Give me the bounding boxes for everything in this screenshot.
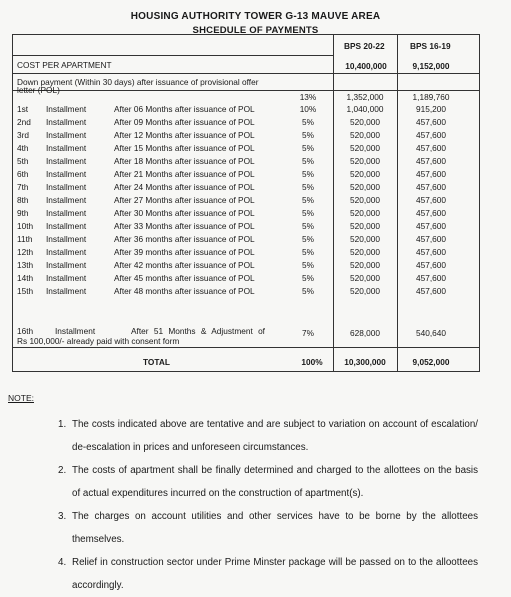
installment-row	[13, 233, 479, 246]
installment-desc: After 36 months after issuance of POL	[114, 234, 255, 244]
last-installment-no: 16th	[17, 326, 34, 336]
installment-col-a: 520,000	[350, 208, 380, 218]
installment-row	[13, 220, 479, 233]
note-item: 2. The costs of apartment shall be finally determined and charged to the allottees on the basis of actual expenditures incurred on the construction of apartment(s).	[58, 465, 478, 499]
installment-row	[13, 116, 479, 129]
cost-label: COST PER APARTMENT	[17, 60, 112, 70]
installment-desc: After 12 Months after issuance of POL	[114, 130, 255, 140]
installment-desc: After 39 months after issuance of POL	[114, 247, 255, 257]
last-installment-note: Rs 100,000/- already paid with consent form	[17, 336, 180, 346]
last-installment-label: Installment	[55, 326, 96, 336]
last-installment-col-a: 628,000	[350, 328, 380, 338]
installment-row	[13, 259, 479, 272]
installment-desc: After 30 Months after issuance of POL	[114, 208, 255, 218]
installment-col-a: 520,000	[350, 221, 380, 231]
installment-col-b: 457,600	[416, 234, 446, 244]
installment-no: 9th	[17, 208, 29, 218]
installment-pct: 5%	[302, 182, 314, 192]
installment-row	[13, 181, 479, 194]
note-label: NOTE:	[8, 393, 34, 403]
note-item: 4. Relief in construction sector under Prime Minster package will be passed on to the alloottees accordingly.	[58, 557, 478, 591]
installment-pct: 5%	[302, 234, 314, 244]
installment-desc: After 45 months after issuance of POL	[114, 273, 255, 283]
installment-desc: After 15 Months after issuance of POL	[114, 143, 255, 153]
installment-row	[13, 285, 479, 298]
installment-pct: 5%	[302, 195, 314, 205]
installment-col-a: 520,000	[350, 130, 380, 140]
down-payment-pct: 13%	[299, 92, 317, 102]
installment-pct: 5%	[302, 130, 314, 140]
installment-col-a: 520,000	[350, 143, 380, 153]
installment-pct: 5%	[302, 247, 314, 257]
installment-col-b: 457,600	[416, 156, 446, 166]
installment-col-b: 457,600	[416, 117, 446, 127]
total-col-a: 10,300,000	[344, 357, 386, 367]
last-installment-pct: 7%	[302, 328, 314, 338]
installment-col-b: 457,600	[416, 260, 446, 270]
installment-label: Installment	[46, 156, 87, 166]
installment-label: Installment	[46, 260, 87, 270]
installment-pct: 5%	[302, 169, 314, 179]
installment-pct: 5%	[302, 286, 314, 296]
installment-label: Installment	[46, 130, 87, 140]
installment-no: 12th	[17, 247, 34, 257]
installment-no: 4th	[17, 143, 29, 153]
installment-label: Installment	[46, 221, 87, 231]
installment-label: Installment	[46, 286, 87, 296]
installment-no: 7th	[17, 182, 29, 192]
document-title: HOUSING AUTHORITY TOWER G-13 MAUVE AREA	[130, 11, 381, 22]
installment-col-a: 520,000	[350, 169, 380, 179]
installment-col-b: 457,600	[416, 273, 446, 283]
last-installment-col-b: 540,640	[416, 328, 446, 338]
installment-no: 8th	[17, 195, 29, 205]
installment-label: Installment	[46, 169, 87, 179]
installment-col-b: 457,600	[416, 182, 446, 192]
installment-row	[13, 194, 479, 207]
installment-no: 1st	[17, 104, 29, 114]
installment-rows	[13, 103, 479, 298]
down-payment-col-a: 1,352,000	[346, 92, 384, 102]
installment-pct: 5%	[302, 260, 314, 270]
installment-desc: After 33 Months after issuance of POL	[114, 221, 255, 231]
installment-pct: 5%	[302, 117, 314, 127]
installment-row	[13, 103, 479, 116]
installment-no: 11th	[17, 234, 33, 244]
installment-pct: 5%	[302, 143, 314, 153]
notes-list	[58, 413, 478, 597]
total-label: TOTAL	[143, 357, 170, 367]
col-b-header: BPS 16-19	[410, 41, 451, 51]
installment-label: Installment	[46, 273, 87, 283]
installment-col-a: 520,000	[350, 117, 380, 127]
installment-pct: 5%	[302, 156, 314, 166]
installment-col-b: 457,600	[416, 208, 446, 218]
installment-no: 5th	[17, 156, 29, 166]
installment-label: Installment	[46, 104, 87, 114]
installment-row	[13, 207, 479, 220]
total-col-b: 9,052,000	[412, 357, 450, 367]
down-payment-col-b: 1,189,760	[412, 92, 450, 102]
note-item: 1. The costs indicated above are tentative and are subject to variation on account of escalation/ de-escalation in prices and unforeseen circumstances.	[58, 419, 478, 453]
installment-row	[13, 246, 479, 259]
installment-pct: 5%	[302, 221, 314, 231]
installment-pct: 10%	[299, 104, 317, 114]
installment-row	[13, 272, 479, 285]
installment-col-b: 457,600	[416, 130, 446, 140]
installment-col-a: 520,000	[350, 247, 380, 257]
installment-no: 6th	[17, 169, 29, 179]
installment-col-b: 457,600	[416, 143, 446, 153]
col-a-header: BPS 20-22	[344, 41, 385, 51]
installment-no: 15th	[17, 286, 34, 296]
installment-row	[13, 129, 479, 142]
installment-no: 13th	[17, 260, 34, 270]
installment-desc: After 27 Months after issuance of POL	[114, 195, 255, 205]
last-installment-desc: After 51 Months & Adjustment of	[131, 326, 265, 336]
installment-col-b: 915,200	[416, 104, 446, 114]
installment-col-a: 520,000	[350, 234, 380, 244]
installment-col-b: 457,600	[416, 247, 446, 257]
installment-label: Installment	[46, 234, 87, 244]
installment-row	[13, 142, 479, 155]
installment-label: Installment	[46, 247, 87, 257]
down-payment-label-2: letter (POL)	[17, 85, 60, 95]
installment-label: Installment	[46, 208, 87, 218]
installment-no: 14th	[17, 273, 34, 283]
installment-desc: After 42 months after issuance of POL	[114, 260, 255, 270]
installment-col-a: 1,040,000	[346, 104, 384, 114]
installment-pct: 5%	[302, 208, 314, 218]
installment-no: 10th	[17, 221, 34, 231]
installment-col-a: 520,000	[350, 260, 380, 270]
installment-desc: After 21 Months after issuance of POL	[114, 169, 255, 179]
cost-col-a: 10,400,000	[345, 61, 387, 71]
down-payment-label: Down payment (Within 30 days) after issuance of provisional offer	[17, 77, 259, 87]
installment-label: Installment	[46, 195, 87, 205]
installment-col-a: 520,000	[350, 273, 380, 283]
installment-col-a: 520,000	[350, 156, 380, 166]
installment-desc: After 24 Months after issuance of POL	[114, 182, 255, 192]
installment-desc: After 48 months after issuance of POL	[114, 286, 255, 296]
installment-row	[13, 155, 479, 168]
payment-schedule-table	[12, 34, 480, 372]
installment-no: 3rd	[17, 130, 29, 140]
installment-label: Installment	[46, 143, 87, 153]
installment-label: Installment	[46, 117, 87, 127]
cost-col-b: 9,152,000	[412, 61, 450, 71]
installment-col-b: 457,600	[416, 221, 446, 231]
note-item: 3. The charges on account utilities and other services have to be borne by the allottees themselves.	[58, 511, 478, 545]
installment-no: 2nd	[17, 117, 31, 127]
installment-desc: After 18 Months after issuance of POL	[114, 156, 255, 166]
installment-col-a: 520,000	[350, 286, 380, 296]
installment-pct: 5%	[302, 273, 314, 283]
installment-col-b: 457,600	[416, 286, 446, 296]
installment-row	[13, 168, 479, 181]
installment-desc: After 06 Months after issuance of POL	[114, 104, 255, 114]
document-subtitle: SHCEDULE OF PAYMENTS	[192, 25, 319, 36]
installment-label: Installment	[46, 182, 87, 192]
installment-desc: After 09 Months after issuance of POL	[114, 117, 255, 127]
total-pct: 100%	[301, 357, 323, 367]
installment-col-a: 520,000	[350, 182, 380, 192]
installment-col-b: 457,600	[416, 169, 446, 179]
installment-col-b: 457,600	[416, 195, 446, 205]
installment-col-a: 520,000	[350, 195, 380, 205]
